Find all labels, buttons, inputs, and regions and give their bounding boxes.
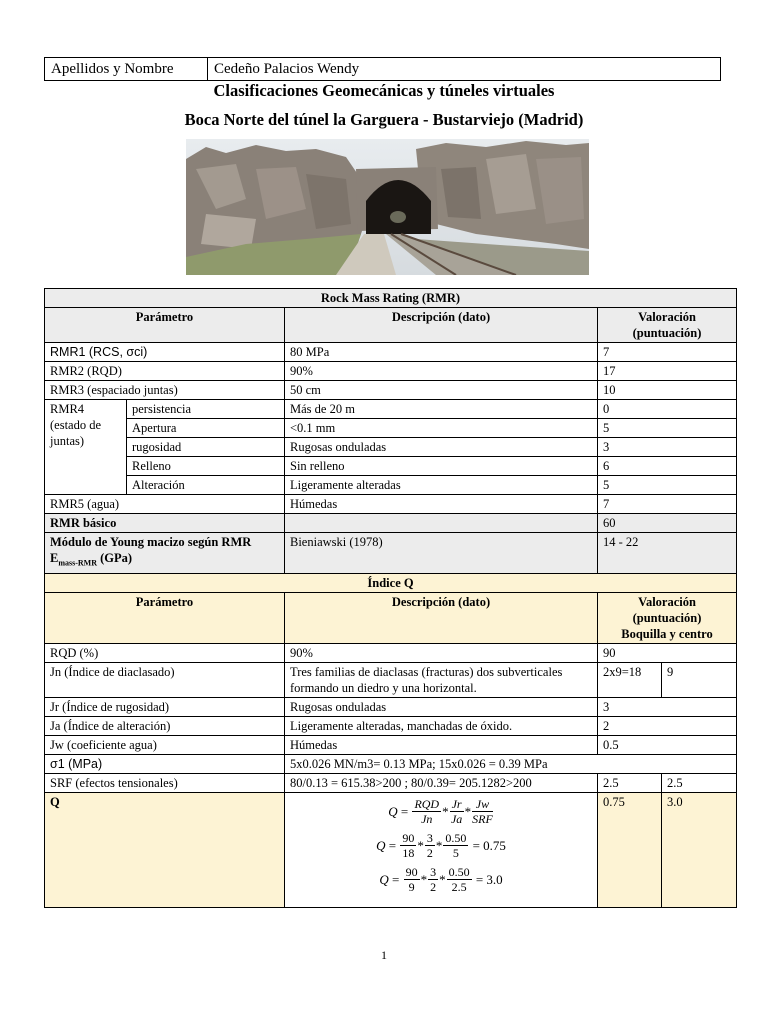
q-formula-general: Q = $\frac{\text{RQD}}{Jn}$ * $\frac{Jr}{Ja}$ * $\frac{Jw}{\text{SRF}}$ [388,797,493,826]
student-name-table [44,57,721,81]
table-row [45,362,737,381]
table-row [45,697,737,716]
rmr5-desc: Húmedas [285,495,598,514]
q-desc: 5x0.026 MN/m3= 0.13 MPa; 15x0.026 = 0.39 MPa [285,754,737,773]
table-row [45,438,737,457]
q-val: 0.5 [598,735,737,754]
table-row [45,533,737,574]
table-row [45,495,737,514]
q-desc: 80/0.13 = 615.38>200 ; 80/0.39= 205.1282>200 [285,773,598,792]
q-desc: Rugosas onduladas [285,697,598,716]
rmr4-desc: <0.1 mm [285,419,598,438]
q-val-centro: 2.5 [662,773,737,792]
q-formula-boquilla: Q = $\frac{90}{18}$ * $\frac{3}{2}$ * $\frac{0.50}{5}$ = 0.75 [376,831,506,860]
q-desc: Húmedas [285,735,598,754]
q-desc: Tres familias de diaclasas (fracturas) dos subverticales formando un diedro y una horizontal. [285,662,598,697]
q-param: Jr (Índice de rugosidad) [45,697,285,716]
q-param: SRF (efectos tensionales) [45,773,285,792]
table-row [45,792,737,907]
rmr4-val: 5 [598,476,737,495]
q-col-val: Valoración (puntuación) Boquilla y centro [598,592,737,643]
rmr-basico-desc [285,514,598,533]
q-val: 3 [598,697,737,716]
rmr-param: RMR1 (RCS, σci) [45,343,285,362]
page-number: 1 [381,948,387,962]
table-row [45,662,737,697]
q-param: Jw (coeficiente agua) [45,735,285,754]
table-row [45,400,737,419]
q-val: 90 [598,643,737,662]
q-formula [285,792,598,907]
q-desc: 90% [285,643,598,662]
rmr4-sub: persistencia [127,400,285,419]
q-desc: Ligeramente alteradas, manchadas de óxido. [285,716,598,735]
document-subtitle: Boca Norte del túnel la Garguera - Bustarviejo (Madrid) [184,110,584,129]
rmr-param: RMR2 (RQD) [45,362,285,381]
q-val: 2 [598,716,737,735]
rmr4-label: RMR4 (estado de juntas) [45,400,127,495]
rmr-col-desc: Descripción (dato) [285,308,598,343]
q-result-centro: 3.0 [662,792,737,907]
q-param: Jn (Índice de diaclasado) [45,662,285,697]
rmr4-sub: Apertura [127,419,285,438]
table-row [45,381,737,400]
q-param: σ1 (MPa) [45,754,285,773]
q-param: Ja (Índice de alteración) [45,716,285,735]
q-result-param: Q [45,792,285,907]
q-param: RQD (%) [45,643,285,662]
name-label: Apellidos y Nombre [45,58,208,81]
young-val: 14 - 22 [598,533,737,574]
rmr4-val: 5 [598,419,737,438]
rmr4-desc: Más de 20 m [285,400,598,419]
table-row [45,643,737,662]
rmr4-desc: Ligeramente alteradas [285,476,598,495]
rmr-basico-val: 60 [598,514,737,533]
q-col-param: Parámetro [45,592,285,643]
table-row [45,773,737,792]
q-val-centro: 9 [662,662,737,697]
table-row [45,419,737,438]
name-value: Cedeño Palacios Wendy [208,58,721,81]
rmr-col-param: Parámetro [45,308,285,343]
rmr-val: 10 [598,381,737,400]
rmr4-val: 3 [598,438,737,457]
rmr-param: RMR3 (espaciado juntas) [45,381,285,400]
rmr-val: 7 [598,343,737,362]
rmr4-sub: Relleno [127,457,285,476]
q-formula-centro: Q = $\frac{90}{9}$ * $\frac{3}{2}$ * $\frac{0.50}{2.5}$ = 3.0 [379,865,503,894]
document-title: Clasificaciones Geomecánicas y túneles virtuales [213,81,555,100]
table-row [45,343,737,362]
q-result-boquilla: 0.75 [598,792,662,907]
q-val-boquilla: 2x9=18 [598,662,662,697]
table-row [45,735,737,754]
rmr4-val: 0 [598,400,737,419]
rmr-desc: 50 cm [285,381,598,400]
classification-table [44,288,737,908]
table-row [45,716,737,735]
q-title: Índice Q [45,573,737,592]
rmr4-val: 6 [598,457,737,476]
tunnel-photo [186,139,589,275]
rmr-col-val: Valoración (puntuación) [598,308,737,343]
rmr-title: Rock Mass Rating (RMR) [45,289,737,308]
table-row [45,457,737,476]
table-row [45,476,737,495]
q-val-boquilla: 2.5 [598,773,662,792]
rmr4-sub: Alteración [127,476,285,495]
rmr-desc: 80 MPa [285,343,598,362]
rmr5-val: 7 [598,495,737,514]
rmr4-desc: Rugosas onduladas [285,438,598,457]
rmr5-param: RMR5 (agua) [45,495,285,514]
young-desc: Bieniawski (1978) [285,533,598,574]
rmr-val: 17 [598,362,737,381]
rmr4-desc: Sin relleno [285,457,598,476]
young-param: Módulo de Young macizo según RMR $E_{mass-RMR}$ (GPa) [45,533,285,574]
rmr-basico-param: RMR básico [45,514,285,533]
rmr-desc: 90% [285,362,598,381]
table-row [45,514,737,533]
q-col-desc: Descripción (dato) [285,592,598,643]
rmr4-sub: rugosidad [127,438,285,457]
table-row [45,754,737,773]
